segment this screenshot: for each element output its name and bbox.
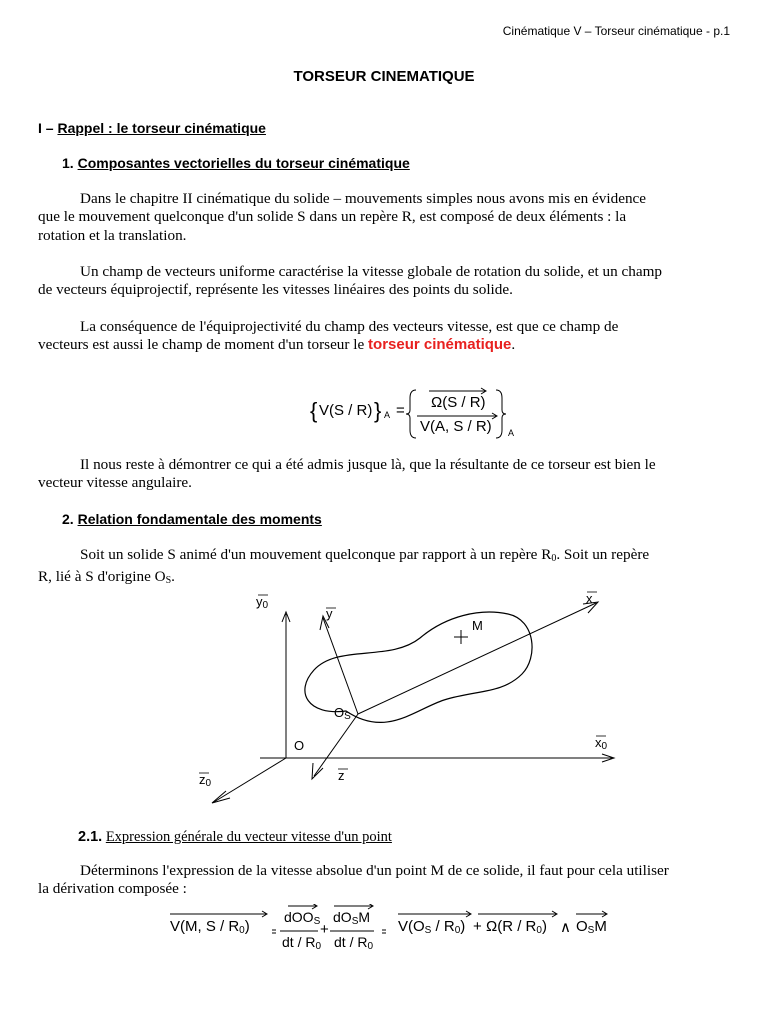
f2-v2: $V(O_S / R_0)$ <box>398 918 466 936</box>
f2-v: V(M, S / $R_0$) <box>170 918 250 936</box>
subsubsection-label: Expression générale du vecteur vitesse d'un point <box>105 829 392 845</box>
section-number: I – <box>38 120 54 136</box>
page-header: Cinématique V – Torseur cinématique - p.1 <box>502 24 730 38</box>
paragraph-1 <box>38 190 734 245</box>
f2-plus2: + <box>473 918 482 935</box>
text: . Soit un repère <box>556 546 650 563</box>
kinematics-figure <box>190 588 630 818</box>
f2-frac1-num: dOO$_S$ <box>284 909 321 927</box>
label-x0: $x_0$ <box>595 735 608 752</box>
subsection-heading <box>62 155 410 171</box>
line: rotation et la translation. <box>38 226 187 244</box>
label-y: y <box>326 606 333 621</box>
figure-svg <box>190 588 630 818</box>
sub: 0 <box>551 553 557 564</box>
formula-top: Ω(S / R) <box>431 394 486 411</box>
line: La conséquence de l'équiprojectivité du champ des vecteurs vitesse, est que ce champ de <box>80 318 619 335</box>
paragraph-6 <box>38 862 732 899</box>
brace-left: { <box>310 398 318 423</box>
highlight-term: torseur cinématique <box>368 336 512 354</box>
subsection-heading-2 <box>62 511 322 527</box>
f2-wedge: ∧ <box>560 919 571 936</box>
line: Déterminons l'expression de la vitesse absolue d'un point M de ce solide, il faut pour cela utiliser <box>80 862 669 879</box>
paragraph-4 <box>38 456 732 493</box>
f2-frac1-den: dt / $R_0$ <box>282 934 322 952</box>
sub: S <box>165 575 172 587</box>
subsection-number: 2. <box>62 511 74 527</box>
line: de vecteurs équiprojectif, représente les vitesses linéaires des points du solide. <box>38 281 513 299</box>
subsubsection-number: 2.1. <box>78 829 103 845</box>
label-z: z <box>338 768 345 783</box>
line <box>38 336 732 354</box>
text: . <box>171 568 175 586</box>
page-title: TORSEUR CINEMATIQUE <box>293 68 475 85</box>
subsubsection-heading <box>78 829 392 846</box>
f2-frac2-den: dt / $R_0$ <box>334 934 374 952</box>
y-axis <box>323 618 358 714</box>
text: R, lié à S d'origine O <box>38 568 166 586</box>
f2-frac2-num: $dO_SM$ <box>333 909 371 927</box>
label-y0: $y_0$ <box>256 594 269 611</box>
paragraph-3 <box>38 318 732 355</box>
subsection-number: 1. <box>62 155 74 171</box>
formula-lhs-sub: A <box>384 410 391 420</box>
line: vecteur vitesse angulaire. <box>38 474 192 492</box>
formula-bottom: V(A, S / R) <box>420 418 492 435</box>
torseur-formula <box>310 386 515 442</box>
brace-right: } <box>374 398 382 423</box>
label-z0: $z_0$ <box>199 772 212 789</box>
line: que le mouvement quelconque d'un solide S dans un repère R, est composé de deux éléments : la <box>38 208 627 226</box>
line: Dans le chapitre II cinématique du solide – mouvements simples nous avons mis en évidence <box>80 190 647 207</box>
f2-plus1: + <box>320 921 329 938</box>
text: Soit un solide S animé d'un mouvement quelconque par rapport à un repère R <box>80 546 552 563</box>
line: Il nous reste à démontrer ce qui a été admis jusque là, que la résultante de ce torseur est bien le <box>80 456 656 473</box>
z-axis <box>314 714 358 776</box>
line <box>62 546 732 568</box>
subsection-label: Relation fondamentale des moments <box>77 511 322 527</box>
line: la dérivation composée : <box>38 880 187 898</box>
paragraph-2 <box>38 263 732 300</box>
label-origin: O <box>294 738 305 753</box>
formula-rhs-sub: A <box>508 428 515 438</box>
f2-osm: $O_SM$ <box>576 918 607 936</box>
formula-equals: = <box>396 402 405 419</box>
label-x: x <box>586 591 593 606</box>
label-m: M <box>472 618 483 633</box>
velocity-formula <box>168 904 628 954</box>
z0-axis <box>214 758 286 802</box>
section-label: Rappel : le torseur cinématique <box>57 120 266 136</box>
f2-omega: $\Omega(R / R_0)$ <box>486 918 547 936</box>
text: vecteurs est aussi le champ de moment d'un torseur le <box>38 336 365 354</box>
text: . <box>511 336 516 354</box>
line: Un champ de vecteurs uniforme caractérise la vitesse globale de rotation du solide, et un champ <box>80 263 662 280</box>
section-heading <box>38 120 266 136</box>
label-os: $O_S$ <box>334 705 351 722</box>
subsection-label: Composantes vectorielles du torseur cinématique <box>77 155 410 171</box>
formula-lhs: V(S / R) <box>319 402 373 419</box>
paragraph-5 <box>38 546 732 591</box>
